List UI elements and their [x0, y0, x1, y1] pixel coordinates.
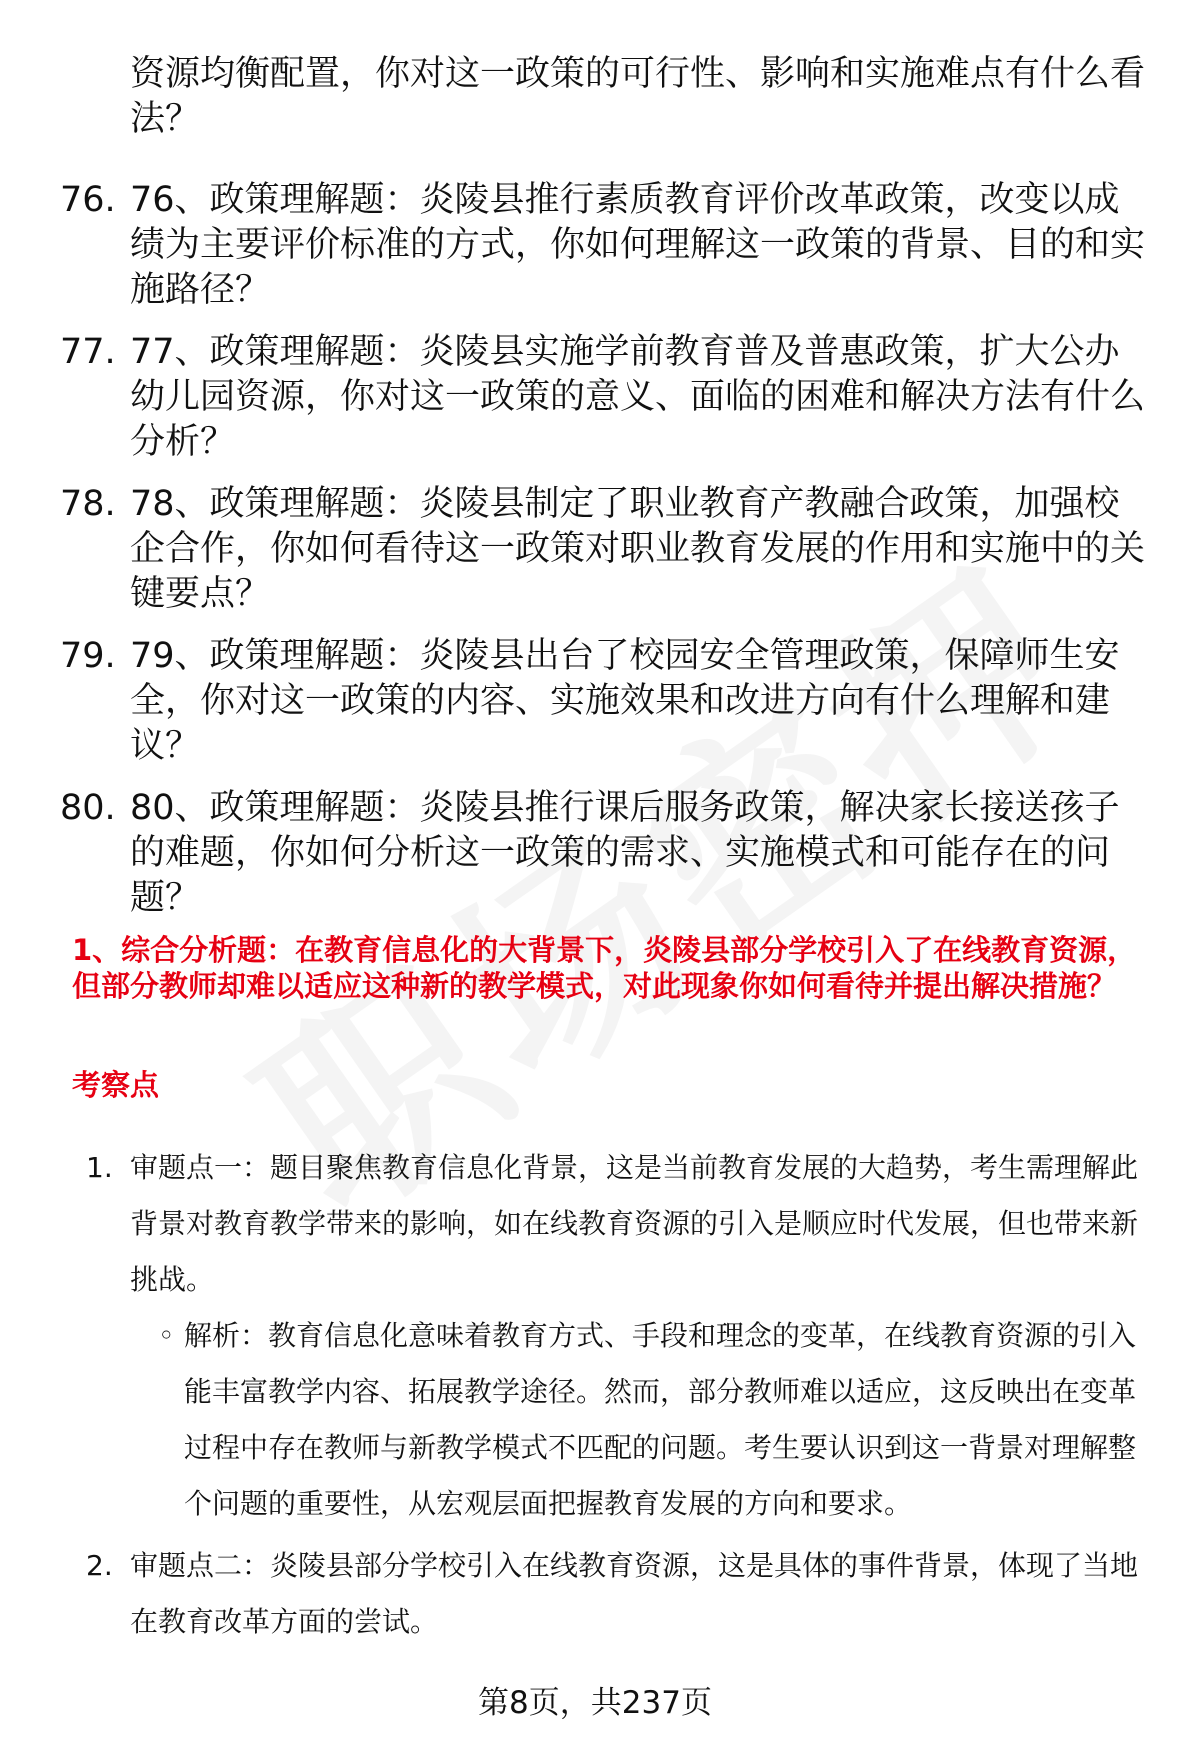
question-number: 78. — [60, 484, 116, 524]
analysis-subpoint — [130, 1308, 1150, 1532]
question-item-79 — [60, 634, 1150, 769]
continuation-text: 资源均衡配置，你对这一政策的可行性、影响和实施难点有什么看法？ — [130, 54, 1146, 139]
subpoint-text: 解析：教育信息化意味着教育方式、手段和理念的变革，在线教育资源的引入能丰富教学内容、拓展教学途径。然而，部分教师难以适应，这反映出在变革过程中存在教师与新教学模式不匹配的问题。考生要认识到这一背景对理解整个问题的重要性，从宏观层面把握教育发展的方向和要求。 — [184, 1319, 1137, 1520]
question-item-78 — [60, 482, 1150, 617]
analysis-point-1 — [86, 1140, 1150, 1532]
section-subheading: 考察点 — [72, 1068, 160, 1102]
question-text: 79、政策理解题：炎陵县出台了校园安全管理政策，保障师生安全，你对这一政策的内容、实施效果和改进方向有什么理解和建议？ — [130, 636, 1120, 766]
question-text: 76、政策理解题：炎陵县推行素质教育评价改革政策，改变以成绩为主要评价标准的方式，你如何理解这一政策的背景、目的和实施路径？ — [130, 180, 1146, 310]
question-item-80 — [60, 786, 1150, 921]
question-text: 80、政策理解题：炎陵县推行课后服务政策，解决家长接送孩子的难题，你如何分析这一政策的需求、实施模式和可能存在的问题？ — [130, 788, 1120, 918]
question-item-77 — [60, 330, 1150, 465]
point-number: 1. — [86, 1151, 113, 1184]
question-text: 77、政策理解题：炎陵县实施学前教育普及普惠政策，扩大公办幼儿园资源，你对这一政策的意义、面临的困难和解决方法有什么分析？ — [130, 332, 1146, 462]
bullet-circle-icon: ◦ — [158, 1319, 175, 1352]
page-footer: 第8页，共237页 — [478, 1685, 712, 1721]
question-number: 77. — [60, 332, 116, 372]
question-number: 76. — [60, 180, 116, 220]
question-item-76 — [60, 178, 1150, 313]
point-text: 审题点二：炎陵县部分学校引入在线教育资源，这是具体的事件背景，体现了当地在教育改革方面的尝试。 — [130, 1549, 1139, 1638]
section-heading: 1、综合分析题：在教育信息化的大背景下，炎陵县部分学校引入了在线教育资源，但部分教师却难以适应这种新的教学模式，对此现象你如何看待并提出解决措施？ — [72, 933, 1137, 1003]
analysis-point-2 — [86, 1538, 1150, 1650]
point-text: 审题点一：题目聚焦教育信息化背景，这是当前教育发展的大趋势，考生需理解此背景对教育教学带来的影响，如在线教育资源的引入是顺应时代发展，但也带来新挑战。 — [130, 1151, 1139, 1296]
question-number: 80. — [60, 788, 116, 828]
question-text: 78、政策理解题：炎陵县制定了职业教育产教融合政策，加强校企合作，你如何看待这一政策对职业教育发展的作用和实施中的关键要点？ — [130, 484, 1146, 614]
question-number: 79. — [60, 636, 116, 676]
analysis-points — [86, 1140, 1150, 1656]
question-list — [60, 178, 1150, 938]
point-number: 2. — [86, 1549, 113, 1582]
